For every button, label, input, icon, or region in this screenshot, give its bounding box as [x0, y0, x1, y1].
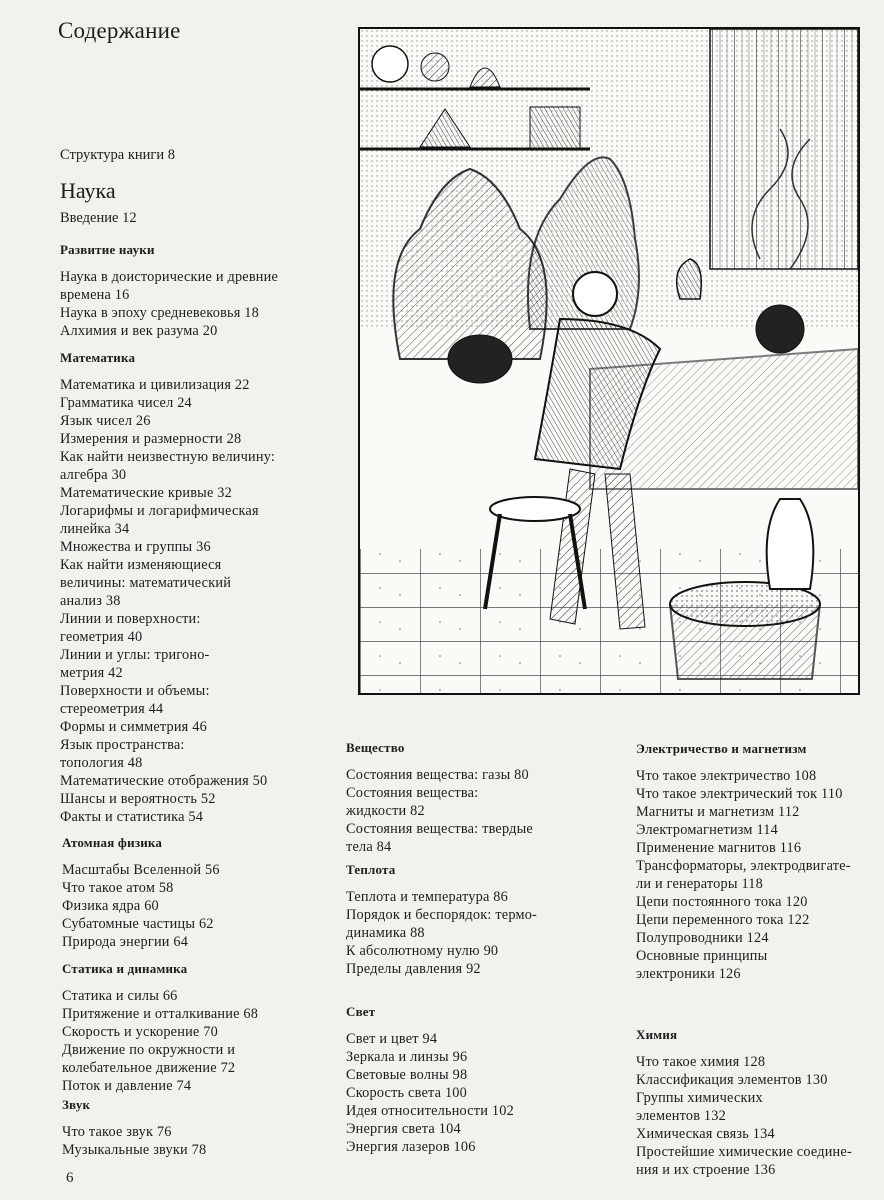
toc-entry: Природа энергии 64: [62, 934, 189, 950]
toc-entry: Что такое звук 76: [62, 1124, 172, 1140]
section-chemistry: [636, 1027, 852, 1179]
toc-entry: Состояния вещества: газы 80: [346, 767, 529, 783]
toc-entry: Скорость и ускорение 70: [62, 1024, 218, 1040]
toc-entry: Шансы и вероятность 52: [60, 791, 216, 807]
toc-entry: Идея относительности 102: [346, 1103, 514, 1119]
toc-entry: Простейшие химические соедине- ния и их строение 136: [636, 1144, 852, 1178]
section-statics: [62, 961, 258, 1095]
toc-entry: Энергия лазеров 106: [346, 1139, 476, 1155]
toc-entry: Поток и давление 74: [62, 1078, 192, 1094]
section-heat: [346, 862, 537, 978]
toc-entry: Состояния вещества: жидкости 82: [346, 785, 479, 819]
toc-entry: Цепи постоянного тока 120: [636, 894, 808, 910]
page-number: 6: [66, 1170, 74, 1186]
section-development: [60, 242, 278, 340]
toc-entry: Как найти неизвестную величину: алгебра 30: [60, 449, 276, 483]
toc-entry: Алхимия и век разума 20: [60, 323, 218, 339]
toc-list: [62, 1123, 206, 1159]
toc-list: [346, 1030, 514, 1156]
toc-entry: Электромагнетизм 114: [636, 822, 778, 838]
structure-entry: Структура книги 8: [60, 147, 176, 163]
toc-entry: Математика и цивилизация 22: [60, 377, 250, 393]
toc-entry: Измерения и размерности 28: [60, 431, 242, 447]
toc-list: [636, 767, 851, 983]
section-title: Вещество: [346, 740, 405, 755]
toc-entry: Субатомные частицы 62: [62, 916, 214, 932]
toc-entry: К абсолютному нулю 90: [346, 943, 499, 959]
toc-entry: Язык чисел 26: [60, 413, 151, 429]
page-title: Содержание: [58, 18, 181, 43]
section-math: [60, 350, 275, 826]
toc-list: [62, 861, 220, 951]
intro-entry: Введение 12: [60, 210, 137, 226]
toc-entry: Энергия света 104: [346, 1121, 461, 1137]
toc-entry: Световые волны 98: [346, 1067, 468, 1083]
toc-entry: Математические отображения 50: [60, 773, 268, 789]
toc-entry: Физика ядра 60: [62, 898, 159, 914]
toc-entry: Притяжение и отталкивание 68: [62, 1006, 259, 1022]
toc-entry: Поверхности и объемы: стереометрия 44: [60, 683, 210, 717]
section-electricity: [636, 741, 851, 983]
toc-entry: Движение по окружности и колебательное движение 72: [62, 1042, 236, 1076]
section-sound: [62, 1097, 206, 1159]
toc-entry: Свет и цвет 94: [346, 1031, 438, 1047]
section-title: Электричество и магнетизм: [636, 741, 807, 756]
section-title: Развитие науки: [60, 242, 155, 257]
section-atomic: [62, 835, 220, 951]
toc-entry: Пределы давления 92: [346, 961, 481, 977]
toc-list: [62, 987, 258, 1095]
part-title: Наука: [60, 178, 116, 203]
section-title: Звук: [62, 1097, 91, 1112]
toc-entry: Грамматика чисел 24: [60, 395, 192, 411]
toc-entry: Язык пространства: топология 48: [60, 737, 185, 771]
toc-list: [60, 376, 275, 826]
toc-entry: Линии и углы: тригоно- метрия 42: [60, 647, 210, 681]
toc-entry: Музыкальные звуки 78: [62, 1142, 207, 1158]
section-light: [346, 1004, 514, 1156]
toc-entry: Наука в доисторические и древние времена 16: [60, 269, 279, 303]
toc-list: [60, 268, 278, 340]
toc-entry: Теплота и температура 86: [346, 889, 508, 905]
toc-entry: Как найти изменяющиеся величины: математический анализ 38: [60, 557, 232, 609]
toc-entry: Математические кривые 32: [60, 485, 232, 501]
toc-entry: Цепи переменного тока 122: [636, 912, 810, 928]
section-title: Атомная физика: [62, 835, 163, 850]
toc-entry: Наука в эпоху средневековья 18: [60, 305, 259, 321]
toc-entry: Что такое электричество 108: [636, 768, 817, 784]
alchemist-illustration: [358, 27, 860, 695]
toc-entry: Логарифмы и логарифмическая линейка 34: [60, 503, 259, 537]
toc-entry: Применение магнитов 116: [636, 840, 802, 856]
section-title: Свет: [346, 1004, 376, 1019]
toc-entry: Состояния вещества: твердые тела 84: [346, 821, 533, 855]
toc-entry: Полупроводники 124: [636, 930, 769, 946]
toc-list: [346, 888, 537, 978]
toc-entry: Что такое атом 58: [62, 880, 174, 896]
toc-entry: Магниты и магнетизм 112: [636, 804, 800, 820]
section-title: Статика и динамика: [62, 961, 188, 976]
toc-entry: Формы и симметрия 46: [60, 719, 207, 735]
section-title: Химия: [636, 1027, 678, 1042]
toc-entry: Трансформаторы, электродвигате- ли и генераторы 118: [636, 858, 851, 892]
section-title: Теплота: [346, 862, 396, 877]
toc-list: [636, 1053, 852, 1179]
toc-entry: Порядок и беспорядок: термо- динамика 88: [346, 907, 538, 941]
toc-entry: Скорость света 100: [346, 1085, 467, 1101]
toc-entry: Группы химических элементов 132: [636, 1090, 763, 1124]
toc-entry: Что такое электрический ток 110: [636, 786, 843, 802]
toc-entry: Факты и статистика 54: [60, 809, 204, 825]
toc-list: [346, 766, 533, 856]
section-matter: [346, 740, 533, 856]
toc-entry: Статика и силы 66: [62, 988, 178, 1004]
toc-entry: Зеркала и линзы 96: [346, 1049, 468, 1065]
toc-entry: Масштабы Вселенной 56: [62, 862, 220, 878]
section-title: Математика: [60, 350, 136, 365]
toc-entry: Основные принципы электроники 126: [636, 948, 768, 982]
toc-entry: Что такое химия 128: [636, 1054, 766, 1070]
toc-entry: Классификация элементов 130: [636, 1072, 828, 1088]
toc-entry: Химическая связь 134: [636, 1126, 775, 1142]
toc-entry: Линии и поверхности: геометрия 40: [60, 611, 201, 645]
toc-entry: Множества и группы 36: [60, 539, 211, 555]
